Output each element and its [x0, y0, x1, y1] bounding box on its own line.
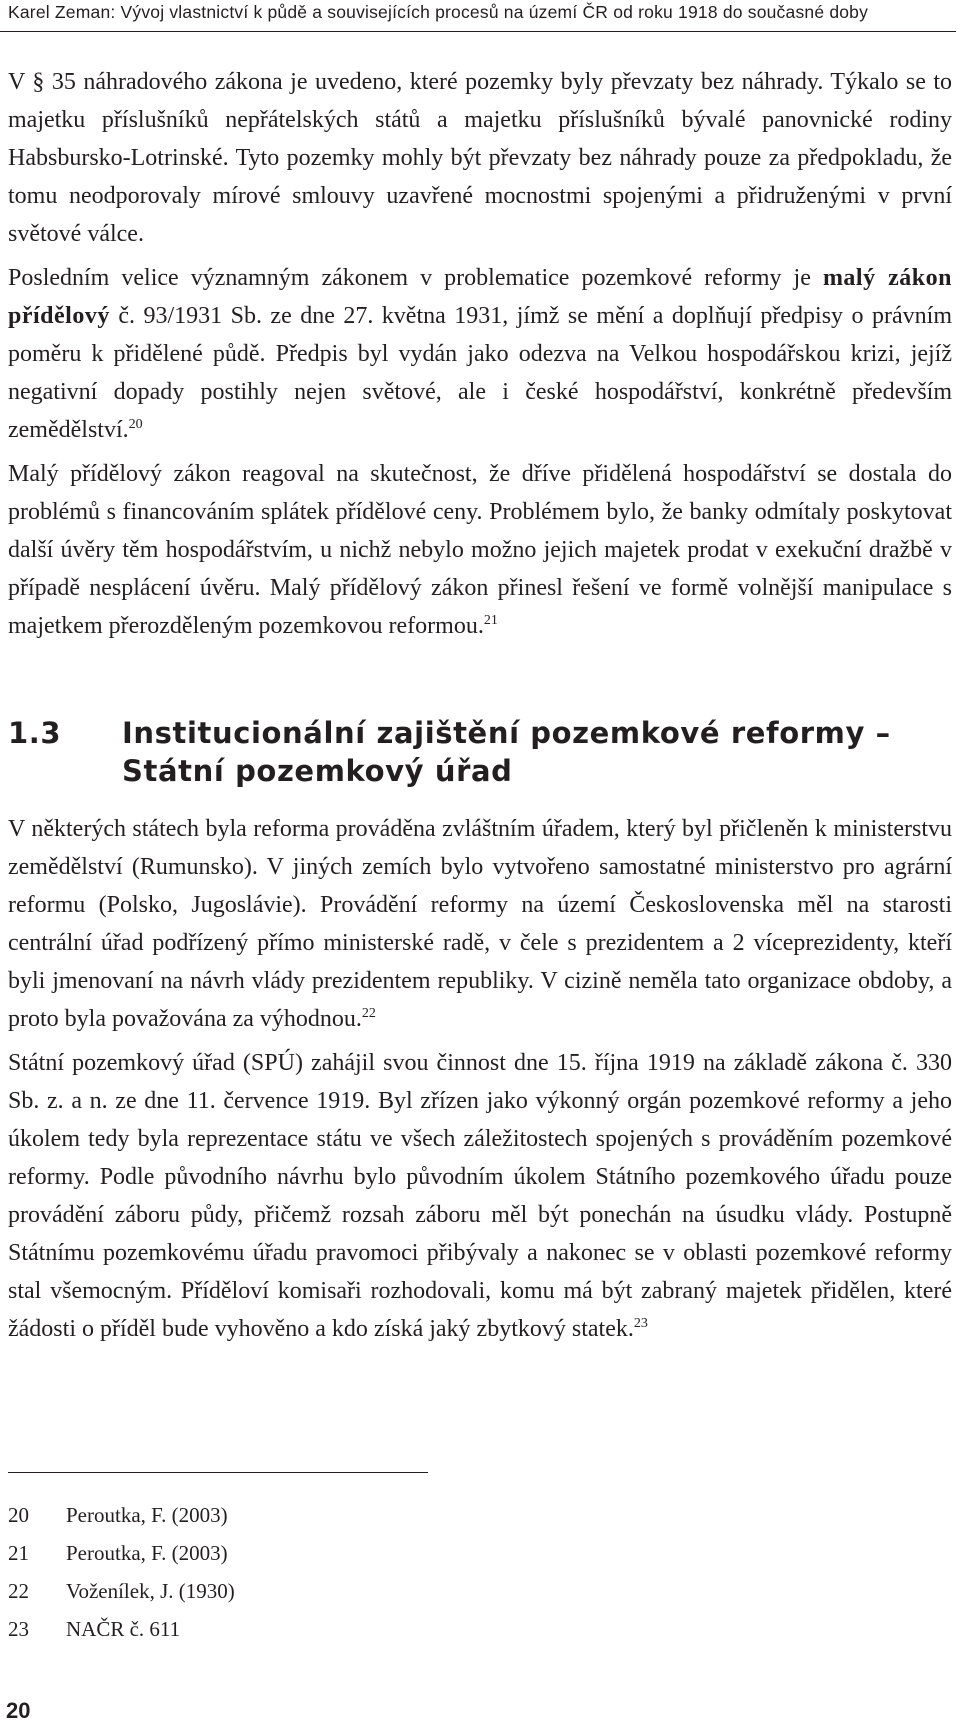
paragraph-2 — [8, 259, 952, 449]
paragraph-1: V § 35 náhradového zákona je uvedeno, které pozemky byly převzaty bez náhrady. Týkalo se to majetku příslušníků nepřátelských států a majetku příslušníků bývalé panovnické rodiny Habsbursko-Lotrinské. Tyto pozemky mohly být převzaty bez náhrady pouze za předpokladu, že tomu neodporovaly mírové smlouvy uzavřené mocnostmi spojenými a přidruženými v první světové válce. — [8, 69, 952, 247]
paragraph-2-start: Posledním velice významným zákonem v problematice pozemkové reformy je — [8, 265, 823, 291]
footnote-text: Peroutka, F. (2003) — [66, 1541, 228, 1565]
footnote-text: Voženílek, J. (1930) — [66, 1579, 235, 1603]
footnote-ref-22[interactable]: 22 — [361, 1006, 376, 1021]
footnote-ref-23[interactable]: 23 — [633, 1316, 648, 1331]
footnote-text: NAČR č. 611 — [66, 1617, 181, 1641]
footnote-number: 23 — [8, 1617, 29, 1641]
section-title-line-2: Státní pozemkový úřad — [122, 754, 513, 788]
paragraph-3-text: Malý přídělový zákon reagoval na skutečnost, že dříve přidělená hospodářství se dostala do problémů s financováním splátek přídělové ceny. Problémem bylo, že banky odmítaly poskytovat další úvěry těm hospodářstvím, u nichž nebylo možno jejich majetek prodat v exekuční dražbě v případě nesplácení úvěru. Malý přídělový zákon přinesl řešení ve formě volnější manipulace s majetkem přerozděleným pozemkovou reformou. — [8, 461, 952, 639]
footnote-ref-21[interactable]: 21 — [483, 613, 498, 628]
law-name-bold: malý zákon přídělový — [8, 265, 953, 329]
footnote-item — [8, 1572, 608, 1610]
body-text-bottom — [8, 810, 952, 1348]
paragraph-4-text: V některých státech byla reforma prováděna zvláštním úřadem, který byl přičleněn k ministerstvu zemědělství (Rumunsko). V jiných zemích bylo vytvořeno samostatné ministerstvo pro agrární reformu (Polsko, Jugoslávie). Provádění reformy na území Československa měl na starosti centrální úřad podřízený přímo ministerské radě, v čele s prezidentem a 2 víceprezidenty, kteří byli jmenovaní na návrh vlády prezidentem republiky. V cizině neměla tato organizace obdoby, a proto byla považována za výhodnou. — [8, 816, 952, 1032]
section-number: 1.3 — [8, 716, 62, 750]
footnote-number: 22 — [8, 1579, 29, 1603]
paragraph-5 — [8, 1044, 952, 1348]
page-number: 20 — [6, 1698, 31, 1723]
paragraph-4 — [8, 810, 952, 1038]
footnote-number: 20 — [8, 1503, 29, 1527]
body-text-top — [8, 63, 952, 645]
header-rule — [0, 31, 956, 32]
section-title-line-1: Institucionální zajištění pozemkové reformy – — [122, 716, 891, 750]
footnotes — [8, 1496, 608, 1648]
footnote-item — [8, 1534, 608, 1572]
footnote-number: 21 — [8, 1541, 29, 1565]
footnote-rule — [8, 1472, 428, 1473]
section-title — [122, 714, 952, 790]
footnote-text: Peroutka, F. (2003) — [66, 1503, 228, 1527]
paragraph-3 — [8, 455, 952, 645]
paragraph-5-text: Státní pozemkový úřad (SPÚ) zahájil svou činnost dne 15. října 1919 na základě zákona č. 330 Sb. z. a n. ze dne 11. července 1919. Byl zřízen jako výkonný orgán pozemkové reformy a jeho úkolem tedy byla reprezentace státu ve všech záležitostech spojených s prováděním pozemkové reformy. Podle původního návrhu bylo původním úkolem Státního pozemkového úřadu pouze provádění záboru půdy, přičemž rozsah záboru měl být ponechán na úsudku vlády. Postupně Státnímu pozemkovému úřadu pravomoci přibývaly a nakonec se v oblasti pozemkové reformy stal všemocným. Příděloví komisaři rozhodovali, komu má být zabraný majetek přidělen, které žádosti o příděl bude vyhověno a kdo získá jaký zbytkový statek. — [8, 1050, 952, 1342]
paragraph-2-end: č. 93/1931 Sb. ze dne 27. května 1931, jímž se mění a doplňují předpisy o právním poměru k přidělené půdě. Předpis byl vydán jako odezva na Velkou hospodářskou krizi, jejíž negativní dopady postihly nejen světové, ale i české hospodářství, konkrétně především zemědělství. — [8, 303, 952, 443]
running-header: Karel Zeman: Vývoj vlastnictví k půdě a souvisejících procesů na území ČR od roku 1918 do současné doby — [8, 2, 869, 22]
footnote-ref-20[interactable]: 20 — [128, 417, 143, 432]
footnote-item — [8, 1610, 608, 1648]
footnote-item — [8, 1496, 608, 1534]
section-heading — [8, 714, 952, 790]
